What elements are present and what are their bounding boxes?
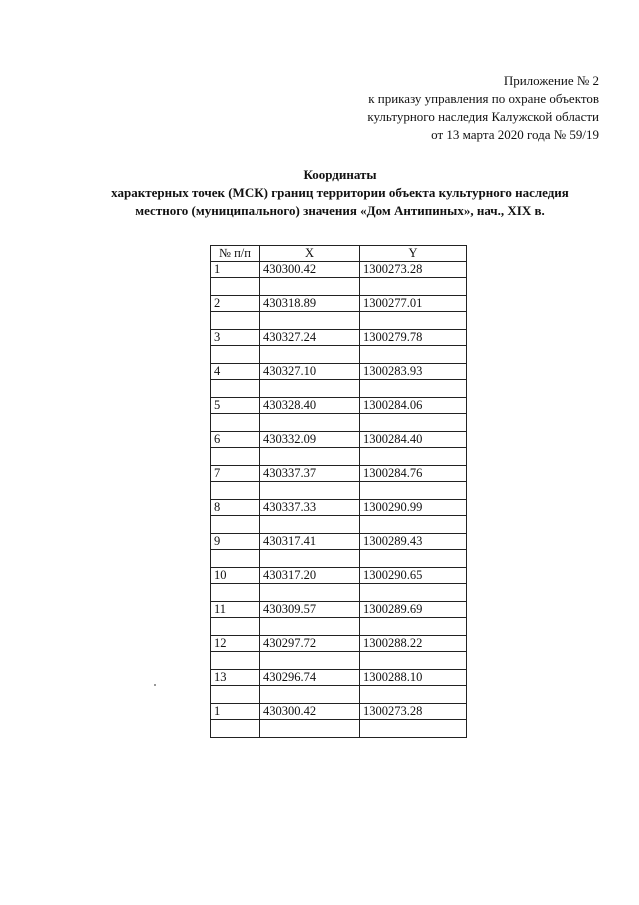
cell-y: 1300289.43 [360, 534, 467, 550]
cell-x: 430327.10 [260, 364, 360, 380]
spacer-cell [360, 448, 467, 466]
spacer-cell [360, 720, 467, 738]
table-body [211, 262, 467, 738]
spacer-cell [360, 550, 467, 568]
table-spacer-row [211, 686, 467, 704]
spacer-cell [260, 516, 360, 534]
table-row [211, 568, 467, 584]
cell-number: 1 [211, 262, 260, 278]
cell-x: 430300.42 [260, 704, 360, 720]
cell-number: 4 [211, 364, 260, 380]
cell-y: 1300288.10 [360, 670, 467, 686]
cell-number: 10 [211, 568, 260, 584]
spacer-cell [260, 380, 360, 398]
cell-number: 5 [211, 398, 260, 414]
table-row [211, 466, 467, 482]
spacer-cell [211, 720, 260, 738]
table-header-row [211, 246, 467, 262]
cell-y: 1300288.22 [360, 636, 467, 652]
cell-x: 430328.40 [260, 398, 360, 414]
cell-number: 11 [211, 602, 260, 618]
spacer-cell [211, 278, 260, 296]
cell-number: 7 [211, 466, 260, 482]
spacer-cell [211, 380, 260, 398]
cell-number: 1 [211, 704, 260, 720]
spacer-cell [260, 720, 360, 738]
table-row [211, 398, 467, 414]
spacer-cell [260, 584, 360, 602]
spacer-cell [360, 278, 467, 296]
cell-y: 1300273.28 [360, 704, 467, 720]
cell-number: 9 [211, 534, 260, 550]
spacer-cell [360, 312, 467, 330]
table-row [211, 364, 467, 380]
spacer-cell [360, 652, 467, 670]
title-line-1: Координаты [303, 167, 377, 182]
spacer-cell [360, 516, 467, 534]
appendix-line-4: от 13 марта 2020 года № 59/19 [431, 127, 599, 142]
table-spacer-row [211, 312, 467, 330]
cell-y: 1300284.40 [360, 432, 467, 448]
spacer-cell [260, 312, 360, 330]
table-row [211, 500, 467, 516]
table-spacer-row [211, 550, 467, 568]
table-row [211, 330, 467, 346]
spacer-cell [360, 346, 467, 364]
spacer-cell [260, 550, 360, 568]
table-row [211, 432, 467, 448]
spacer-cell [211, 550, 260, 568]
coordinates-table [210, 245, 467, 738]
spacer-cell [211, 346, 260, 364]
cell-x: 430337.37 [260, 466, 360, 482]
cell-y: 1300283.93 [360, 364, 467, 380]
table-spacer-row [211, 346, 467, 364]
table-row [211, 534, 467, 550]
appendix-line-1: Приложение № 2 [503, 73, 599, 88]
spacer-cell [260, 652, 360, 670]
spacer-cell [260, 618, 360, 636]
spacer-cell [360, 686, 467, 704]
cell-x: 430317.20 [260, 568, 360, 584]
spacer-cell [360, 380, 467, 398]
document-title [40, 166, 639, 220]
title-line-2: характерных точек (МСК) границ территории объекта культурного наследия [111, 185, 569, 200]
appendix-line-3: культурного наследия Калужской области [367, 109, 599, 124]
cell-x: 430332.09 [260, 432, 360, 448]
cell-y: 1300277.01 [360, 296, 467, 312]
table-row [211, 602, 467, 618]
header-y: Y [360, 246, 467, 262]
cell-y: 1300284.76 [360, 466, 467, 482]
appendix-block [367, 72, 599, 144]
cell-number: 12 [211, 636, 260, 652]
table-row [211, 704, 467, 720]
table-spacer-row [211, 380, 467, 398]
spacer-cell [211, 448, 260, 466]
spacer-cell [260, 482, 360, 500]
spacer-cell [211, 312, 260, 330]
spacer-cell [360, 414, 467, 432]
header-x: X [260, 246, 360, 262]
table-spacer-row [211, 720, 467, 738]
spacer-cell [211, 516, 260, 534]
spacer-cell [260, 346, 360, 364]
spacer-cell [260, 278, 360, 296]
table-row [211, 636, 467, 652]
cell-x: 430297.72 [260, 636, 360, 652]
cell-y: 1300273.28 [360, 262, 467, 278]
cell-x: 430309.57 [260, 602, 360, 618]
appendix-line-2: к приказу управления по охране объектов [368, 91, 599, 106]
cell-number: 13 [211, 670, 260, 686]
cell-x: 430300.42 [260, 262, 360, 278]
cell-y: 1300284.06 [360, 398, 467, 414]
spacer-cell [211, 482, 260, 500]
cell-x: 430318.89 [260, 296, 360, 312]
table-spacer-row [211, 516, 467, 534]
table-row [211, 296, 467, 312]
cell-x: 430327.24 [260, 330, 360, 346]
spacer-cell [211, 652, 260, 670]
table-spacer-row [211, 448, 467, 466]
table-spacer-row [211, 584, 467, 602]
spacer-cell [360, 584, 467, 602]
table-row [211, 670, 467, 686]
table-spacer-row [211, 414, 467, 432]
spacer-cell [260, 448, 360, 466]
table-row [211, 262, 467, 278]
table-spacer-row [211, 652, 467, 670]
spacer-cell [360, 482, 467, 500]
cell-y: 1300290.99 [360, 500, 467, 516]
cell-number: 2 [211, 296, 260, 312]
header-number: № п/п [211, 246, 260, 262]
spacer-cell [211, 414, 260, 432]
spacer-cell [360, 618, 467, 636]
cell-number: 6 [211, 432, 260, 448]
cell-x: 430296.74 [260, 670, 360, 686]
title-line-3: местного (муниципального) значения «Дом Антипиных», нач., XIX в. [135, 203, 545, 218]
scan-speck [154, 684, 156, 686]
cell-x: 430317.41 [260, 534, 360, 550]
cell-number: 8 [211, 500, 260, 516]
spacer-cell [211, 584, 260, 602]
cell-number: 3 [211, 330, 260, 346]
spacer-cell [211, 618, 260, 636]
table-spacer-row [211, 278, 467, 296]
spacer-cell [211, 686, 260, 704]
cell-y: 1300279.78 [360, 330, 467, 346]
cell-y: 1300290.65 [360, 568, 467, 584]
spacer-cell [260, 414, 360, 432]
cell-y: 1300289.69 [360, 602, 467, 618]
spacer-cell [260, 686, 360, 704]
table-spacer-row [211, 482, 467, 500]
cell-x: 430337.33 [260, 500, 360, 516]
table-spacer-row [211, 618, 467, 636]
